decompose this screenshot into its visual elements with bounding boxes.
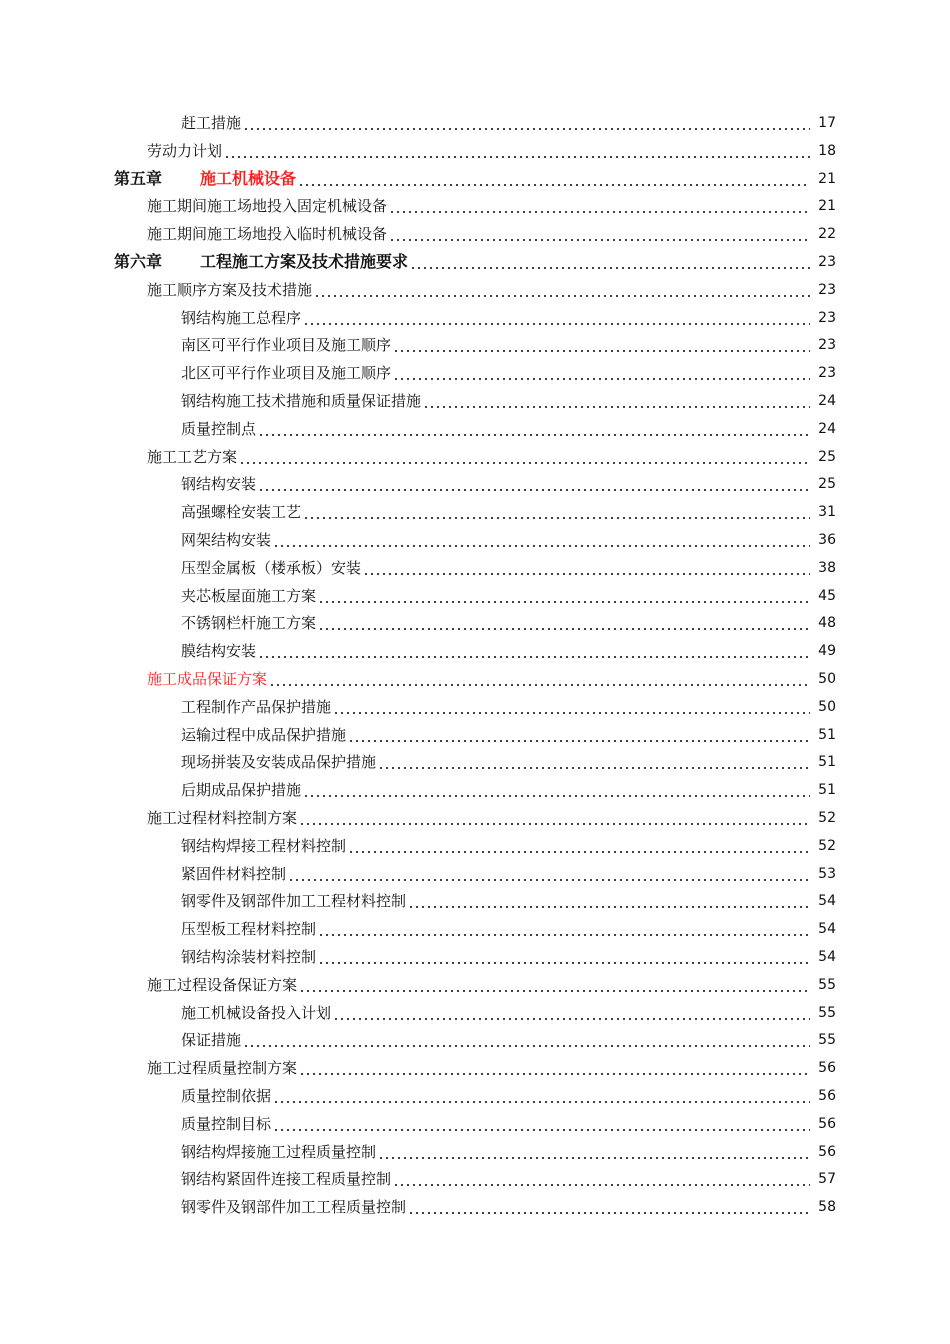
toc-page-number: 52	[818, 837, 836, 854]
chapter-number: 第六章	[114, 252, 163, 271]
dot-leader	[318, 613, 810, 633]
toc-entry-title: 施工过程质量控制方案	[147, 1059, 298, 1078]
toc-entry[interactable]	[0, 471, 950, 495]
toc-entry[interactable]	[0, 610, 950, 634]
toc-entry[interactable]	[0, 1055, 950, 1079]
dot-leader	[269, 669, 810, 689]
toc-entry-label	[0, 252, 408, 273]
dot-leader	[243, 1030, 810, 1050]
toc-entry-label	[0, 363, 391, 384]
toc-entry-title: 压型板工程材料控制	[181, 920, 317, 939]
toc-entry[interactable]	[0, 1139, 950, 1163]
toc-entry[interactable]	[0, 583, 950, 607]
toc-entry-title: 网架结构安装	[181, 531, 272, 549]
toc-page-number: 48	[818, 615, 836, 632]
dot-leader	[393, 363, 810, 383]
toc-entry[interactable]	[0, 221, 950, 245]
toc-entry-title: 钢零件及钢部件加工工程材料控制	[181, 892, 407, 911]
toc-entry-title: 施工期间施工场地投入临时机械设备	[147, 225, 388, 244]
toc-entry-title: 劳动力计划	[147, 141, 223, 160]
toc-page-number: 23	[818, 309, 836, 326]
toc-entry-label	[0, 752, 376, 773]
toc-page-number: 38	[818, 559, 836, 576]
dot-leader	[224, 141, 810, 161]
toc-entry[interactable]	[0, 138, 950, 162]
dot-leader	[333, 1003, 810, 1023]
toc-page-number: 23	[818, 281, 836, 298]
dot-leader	[318, 947, 810, 967]
toc-entry-title: 施工期间施工场地投入固定机械设备	[147, 197, 388, 216]
toc-entry-label	[0, 641, 256, 662]
toc-entry[interactable]	[0, 833, 950, 857]
dot-leader	[393, 1169, 810, 1189]
dot-leader	[408, 891, 810, 911]
toc-entry-label	[0, 141, 222, 162]
toc-entry-label	[0, 335, 391, 356]
toc-page-number: 31	[818, 504, 836, 521]
toc-page-number: 25	[818, 476, 836, 493]
dot-leader	[389, 196, 810, 216]
toc-entry-title: 现场拼装及安装成品保护措施	[181, 753, 377, 772]
toc-entry-label	[0, 502, 301, 523]
dot-leader	[298, 169, 810, 189]
toc-entry[interactable]	[0, 1166, 950, 1190]
dot-leader	[258, 474, 810, 494]
toc-entry[interactable]	[0, 777, 950, 801]
toc-entry[interactable]	[0, 1027, 950, 1051]
dot-leader	[288, 864, 810, 884]
toc-entry[interactable]	[0, 360, 950, 384]
toc-entry-title: 钢结构施工技术措施和质量保证措施	[181, 392, 422, 410]
toc-entry-title: 南区可平行作业项目及施工顺序	[181, 336, 392, 355]
toc-entry-label	[0, 196, 387, 217]
dot-leader	[378, 1142, 810, 1162]
toc-entry[interactable]	[0, 444, 950, 468]
toc-entry-label	[0, 808, 297, 829]
toc-entry-title: 钢结构紧固件连接工程质量控制	[181, 1170, 392, 1189]
toc-chapter-entry[interactable]	[0, 249, 950, 273]
toc-page-number: 24	[818, 393, 836, 409]
dot-leader	[299, 975, 810, 995]
toc-entry-label	[0, 1003, 331, 1024]
toc-page-number: 51	[818, 726, 836, 743]
toc-entry-title: 后期成品保护措施	[181, 781, 302, 800]
dot-leader	[299, 1058, 810, 1078]
toc-entry-label	[0, 169, 296, 190]
dot-leader	[303, 308, 810, 328]
toc-entry-label	[0, 530, 271, 551]
toc-entry-label	[0, 586, 316, 607]
toc-page-number: 56	[818, 1060, 836, 1077]
toc-entry-label	[0, 224, 387, 245]
toc-entry-title: 质量控制点	[181, 419, 257, 438]
toc-entry-label	[0, 391, 421, 412]
toc-entry-label	[0, 725, 346, 746]
dot-leader	[318, 586, 810, 606]
dot-leader	[243, 113, 810, 133]
toc-entry-title: 紧固件材料控制	[181, 864, 287, 883]
toc-entry-label	[0, 864, 286, 885]
toc-page-number: 53	[818, 865, 836, 882]
toc-page-number: 56	[818, 1088, 836, 1104]
toc-entry-title: 不锈钢栏杆施工方案	[181, 614, 317, 633]
toc-entry[interactable]	[0, 555, 950, 579]
toc-entry-title: 质量控制依据	[181, 1087, 272, 1105]
toc-entry[interactable]	[0, 638, 950, 662]
toc-entry-label	[0, 1197, 406, 1218]
dot-leader	[410, 252, 810, 272]
dot-leader	[273, 1086, 810, 1106]
dot-leader	[258, 641, 810, 661]
toc-entry[interactable]	[0, 1194, 950, 1218]
toc-entry-label	[0, 308, 301, 329]
toc-entry[interactable]	[0, 972, 950, 996]
toc-entry[interactable]	[0, 944, 950, 968]
toc-entry-label	[0, 1086, 271, 1107]
toc-page-number: 51	[818, 782, 836, 799]
toc-entry[interactable]	[0, 499, 950, 523]
toc-entry-title: 施工工艺方案	[147, 447, 238, 466]
toc-entry[interactable]	[0, 305, 950, 329]
toc-entry-title: 膜结构安装	[181, 642, 257, 661]
toc-entry-title: 压型金属板（楼承板）安装	[181, 558, 362, 577]
toc-entry-label	[0, 1169, 391, 1190]
dot-leader	[303, 780, 810, 800]
toc-entry[interactable]	[0, 193, 950, 217]
toc-entry-title: 运输过程中成品保护措施	[181, 725, 347, 744]
toc-entry-title: 赶工措施	[181, 114, 242, 132]
toc-entry-label	[0, 1058, 297, 1079]
toc-entry-label	[0, 1030, 241, 1051]
toc-entry-label	[0, 1114, 271, 1135]
toc-page-number: 55	[818, 1032, 836, 1049]
toc-entry-title: 钢结构焊接施工过程质量控制	[181, 1142, 377, 1161]
toc-entry[interactable]	[0, 1111, 950, 1135]
toc-page-number: 45	[818, 587, 836, 604]
toc-entry-label	[0, 558, 361, 579]
dot-leader	[363, 558, 810, 578]
dot-leader	[423, 391, 810, 411]
toc-entry[interactable]	[0, 527, 950, 551]
toc-entry-title: 施工顺序方案及技术措施	[147, 280, 313, 299]
toc-entry-title: 施工机械设备投入计划	[181, 1003, 332, 1022]
toc-entry-title: 施工机械设备	[200, 168, 297, 188]
toc-page-number: 23	[818, 337, 836, 354]
dot-leader	[348, 836, 810, 856]
toc-entry[interactable]	[0, 416, 950, 440]
toc-page-number: 36	[818, 532, 836, 548]
dot-leader	[303, 502, 810, 522]
toc-page-number: 52	[818, 810, 836, 826]
toc-page-number: 23	[818, 254, 836, 270]
toc-page-number: 22	[818, 226, 836, 243]
toc-entry[interactable]	[0, 1000, 950, 1024]
toc-entry-label	[0, 280, 312, 301]
toc-page-number: 49	[818, 643, 836, 660]
toc-entry[interactable]	[0, 666, 950, 690]
toc-entry-title: 质量控制目标	[181, 1114, 272, 1133]
toc-page-number: 55	[818, 1004, 836, 1021]
toc-entry-label	[0, 780, 301, 801]
dot-leader	[333, 697, 810, 717]
toc-page-number: 25	[818, 448, 836, 465]
toc-entry-title: 施工过程设备保证方案	[147, 975, 298, 994]
toc-entry-title: 施工成品保证方案	[147, 670, 268, 688]
toc-page-number: 18	[818, 142, 836, 159]
toc-entry[interactable]	[0, 1083, 950, 1107]
toc-entry-label	[0, 836, 346, 857]
toc-entry[interactable]	[0, 805, 950, 829]
toc-entry-title: 钢结构施工总程序	[181, 308, 302, 327]
toc-entry[interactable]	[0, 749, 950, 773]
toc-page-number: 56	[818, 1143, 836, 1160]
toc-entry[interactable]	[0, 722, 950, 746]
toc-entry-title: 钢结构涂装材料控制	[181, 948, 317, 966]
toc-entry-title: 工程施工方案及技术措施要求	[200, 252, 409, 271]
toc-entry[interactable]	[0, 388, 950, 412]
toc-entry-label	[0, 697, 331, 718]
toc-entry-label	[0, 113, 241, 134]
toc-entry-label	[0, 919, 316, 940]
dot-leader	[314, 280, 810, 300]
toc-entry[interactable]	[0, 277, 950, 301]
dot-leader	[258, 419, 810, 439]
dot-leader	[273, 530, 810, 550]
toc-page-number: 57	[818, 1171, 836, 1188]
chapter-number: 第五章	[114, 168, 163, 188]
dot-leader	[348, 725, 810, 745]
toc-entry-label	[0, 891, 406, 912]
toc-entry-label	[0, 669, 267, 690]
toc-entry-title: 保证措施	[181, 1031, 242, 1050]
dot-leader	[299, 808, 810, 828]
toc-page-number: 56	[818, 1115, 836, 1132]
dot-leader	[318, 919, 810, 939]
toc-entry[interactable]	[0, 332, 950, 356]
toc-entry[interactable]	[0, 888, 950, 912]
dot-leader	[393, 335, 810, 355]
toc-entry-title: 夹芯板屋面施工方案	[181, 586, 317, 605]
toc-entry-label	[0, 947, 316, 968]
toc-entry-label	[0, 419, 256, 440]
toc-page-number: 21	[818, 170, 836, 187]
dot-leader	[408, 1197, 810, 1217]
toc-entry-title: 钢结构安装	[181, 475, 257, 494]
toc-entry-title: 钢零件及钢部件加工工程质量控制	[181, 1198, 407, 1217]
toc-entry-label	[0, 447, 237, 468]
dot-leader	[389, 224, 810, 244]
toc-page-number: 51	[818, 754, 836, 771]
toc-entry[interactable]	[0, 861, 950, 885]
dot-leader	[378, 752, 810, 772]
toc-entry-label	[0, 975, 297, 996]
toc-entry-label	[0, 474, 256, 495]
toc-entry-title: 高强螺栓安装工艺	[181, 503, 302, 522]
toc-page-number: 58	[818, 1199, 836, 1216]
toc-page-number: 23	[818, 365, 836, 382]
dot-leader	[239, 447, 810, 467]
toc-entry-label	[0, 613, 316, 634]
toc-page-number: 55	[818, 976, 836, 993]
toc-entry-label	[0, 1142, 376, 1163]
toc-chapter-entry[interactable]	[0, 166, 950, 190]
toc-page-number: 54	[818, 893, 836, 910]
toc-page-number: 24	[818, 420, 836, 437]
toc-entry[interactable]	[0, 110, 950, 134]
toc-page-number: 21	[818, 198, 836, 215]
toc-page-number: 50	[818, 671, 836, 687]
toc-entry-title: 工程制作产品保护措施	[181, 697, 332, 716]
toc-entry[interactable]	[0, 916, 950, 940]
toc-entry-title: 钢结构焊接工程材料控制	[181, 836, 347, 855]
toc-entry-title: 施工过程材料控制方案	[147, 809, 298, 827]
toc-page-number: 54	[818, 921, 836, 938]
dot-leader	[273, 1114, 810, 1134]
toc-entry[interactable]	[0, 694, 950, 718]
toc-entry-title: 北区可平行作业项目及施工顺序	[181, 364, 392, 383]
toc-page-number: 17	[818, 115, 836, 131]
toc-page-number: 50	[818, 698, 836, 715]
toc-page-number: 54	[818, 949, 836, 965]
